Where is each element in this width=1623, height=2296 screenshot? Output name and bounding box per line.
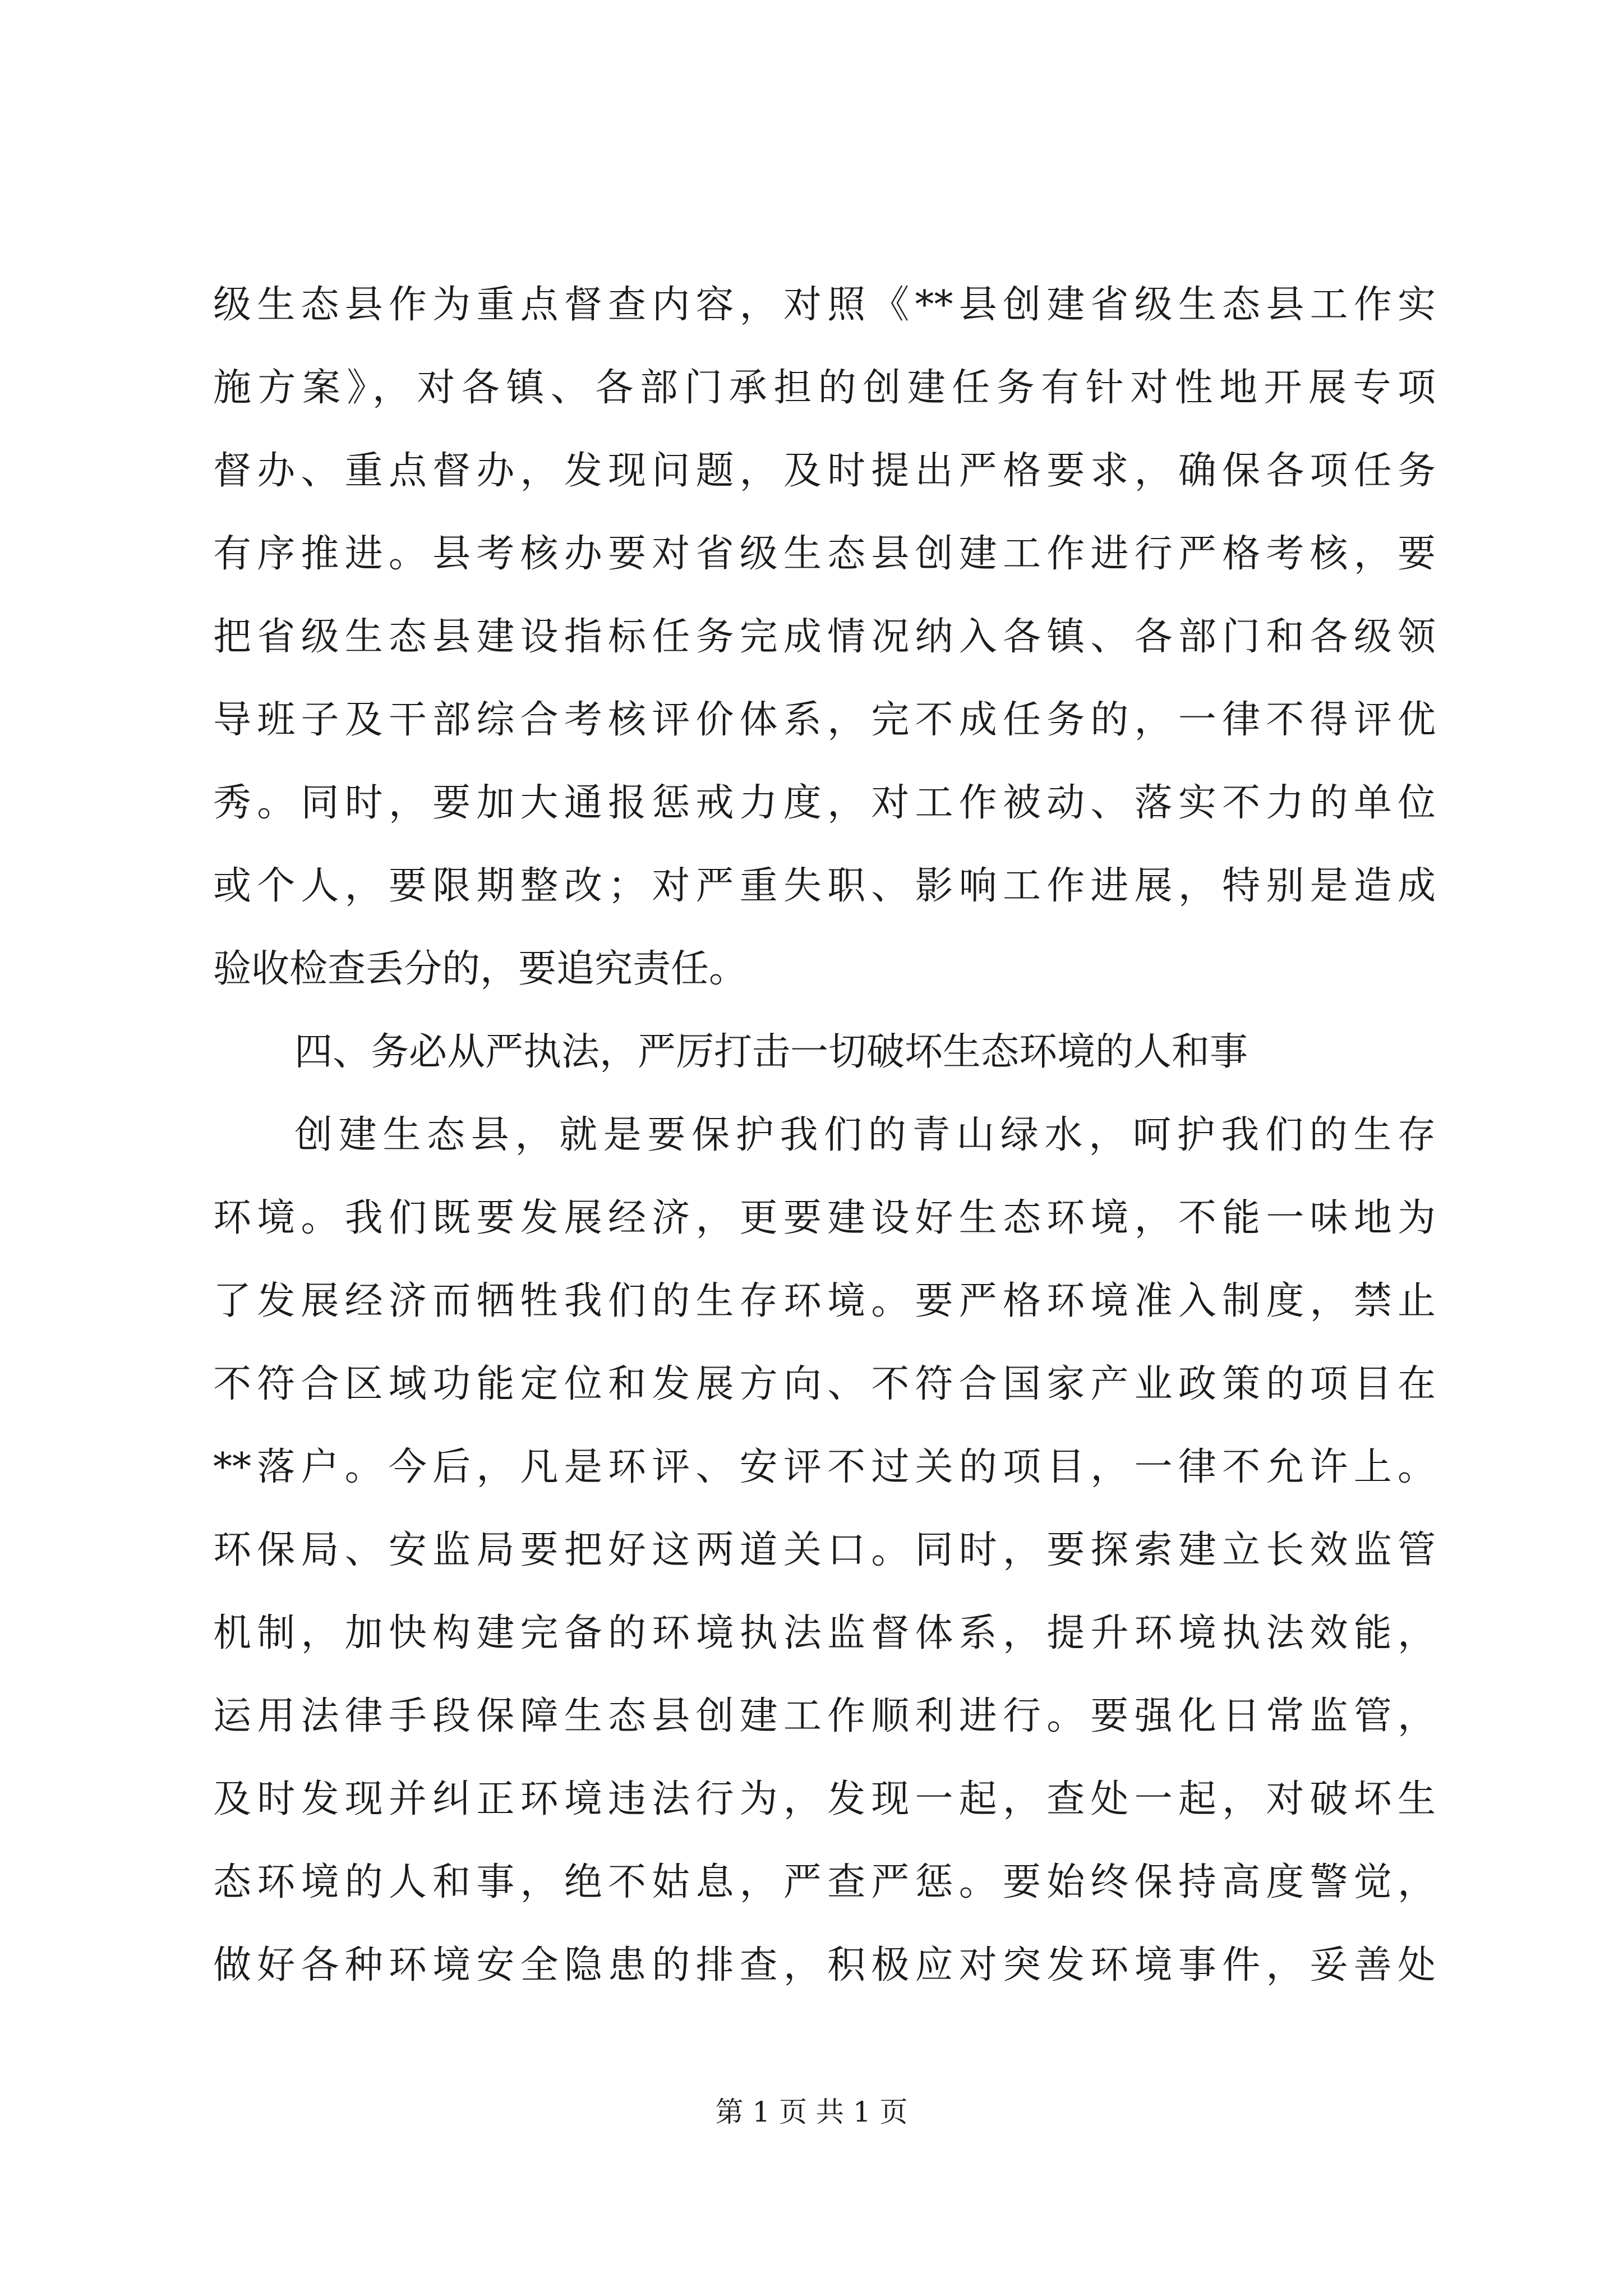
paragraph-continued: [213, 264, 1436, 1011]
text-line: 环境。我们既要发展经济，更要建设好生态环境，不能一味地为: [213, 1196, 1436, 1240]
text-line: 态环境的人和事，绝不姑息，严查严惩。要始终保持高度警觉，: [213, 1860, 1436, 1904]
text-line: 或个人，要限期整改；对严重失职、影响工作进展，特别是造成: [213, 864, 1436, 908]
paragraph: [213, 1094, 1436, 2007]
text-line: 督办、重点督办，发现问题，及时提出严格要求，确保各项任务: [213, 449, 1436, 493]
text-line: 级生态县作为重点督查内容，对照《**县创建省级生态县工作实: [213, 283, 1436, 327]
text-line: 秀。同时，要加大通报惩戒力度，对工作被动、落实不力的单位: [213, 781, 1436, 825]
text-line: 做好各种环境安全隐患的排查，积极应对突发环境事件，妥善处: [213, 1943, 1436, 1987]
text-line: 有序推进。县考核办要对省级生态县创建工作进行严格考核，要: [213, 532, 1436, 576]
text-line: **落户。今后，凡是环评、安评不过关的项目，一律不允许上。: [213, 1445, 1436, 1489]
text-line: 把省级生态县建设指标任务完成情况纳入各镇、各部门和各级领: [213, 615, 1436, 659]
text-line: 了发展经济而牺牲我们的生存环境。要严格环境准入制度，禁止: [213, 1279, 1436, 1323]
text-line: 机制，加快构建完备的环境执法监督体系，提升环境执法效能，: [213, 1611, 1436, 1655]
text-line: 及时发现并纠正环境违法行为，发现一起，查处一起，对破坏生: [213, 1777, 1436, 1821]
text-line: 不符合区域功能定位和发展方向、不符合国家产业政策的项目在: [213, 1362, 1436, 1406]
document-body: [213, 264, 1436, 2007]
text-line: 施方案》，对各镇、各部门承担的创建任务有针对性地开展专项: [213, 366, 1436, 410]
text-line: 创建生态县，就是要保护我们的青山绿水，呵护我们的生存: [294, 1113, 1436, 1157]
text-line: 验收检查丢分的，要追究责任。: [213, 947, 748, 991]
text-line: 运用法律手段保障生态县创建工作顺利进行。要强化日常监管，: [213, 1694, 1436, 1738]
page-footer: [0, 2092, 1623, 2132]
text-line: 导班子及干部综合考核评价体系，完不成任务的，一律不得评优: [213, 698, 1436, 742]
text-line: 环保局、安监局要把好这两道关口。同时，要探索建立长效监管: [213, 1528, 1436, 1572]
page-number: 第 1 页 共 1 页: [715, 2096, 908, 2128]
section-heading: 四、务必从严执法，严厉打击一切破坏生态环境的人和事: [294, 1030, 1248, 1074]
